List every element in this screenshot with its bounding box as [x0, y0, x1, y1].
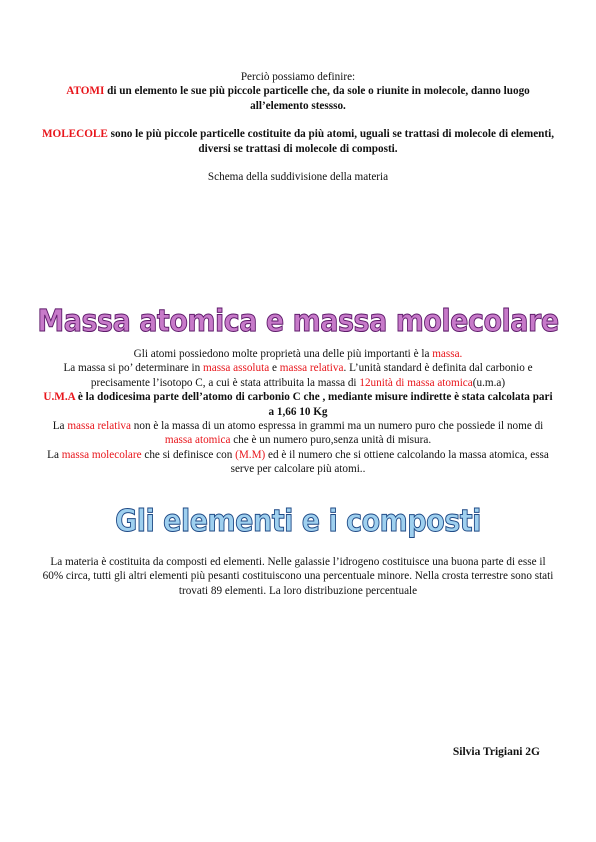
p3-text-b: non è la massa di un atomo espressa in grammi ma un numero puro che possiede il nome di [131, 420, 544, 433]
section2-body [40, 555, 556, 598]
author-signature: Silvia Trigiani 2G [452, 746, 540, 758]
p3-atomica: massa atomica [164, 434, 231, 447]
p4-mm: (M.M) [235, 448, 266, 461]
intro-definitions [40, 70, 556, 184]
p2-text-b: e [269, 362, 280, 375]
section2-paragraph: La materia è costituita da composti ed elementi. Nelle galassie l’idrogeno costituisce una buona parte di esse il 60% circa, tutti gli altri elementi più pesanti costituiscono una percentuale minore. Nella crosta terrestre sono stati trovati 89 elementi. La loro distribuzione percentuale [42, 556, 554, 597]
intro-heading: Perciò possiamo definire: [240, 71, 356, 83]
atomi-text: di un elemento le sue più piccole particelle che, da sole o riunite in molecole, danno luogo all’elemento stessso. [104, 85, 530, 112]
atomi-definition [40, 84, 556, 113]
uma-definition [40, 390, 556, 419]
atomi-term: ATOMI [66, 85, 105, 98]
uma-term: U.M.A [43, 391, 76, 404]
p2-text-a: La massa si po’ determinare in [63, 362, 204, 375]
section1-p3 [40, 419, 556, 448]
p2-uma: 12unità di massa atomica [359, 376, 473, 389]
p2-assoluta: massa assoluta [203, 362, 270, 375]
p3-text-a: La [52, 420, 68, 433]
molecole-definition [40, 127, 556, 156]
schema-caption: Schema della suddivisione della materia [207, 171, 389, 184]
p2-text-c: . L’unità standard è definita dal carbonio e precisamente l’isotopo C, a cui è stata attribuita la massa di [90, 362, 533, 389]
section1-p2 [40, 361, 556, 390]
section1-p1 [40, 347, 556, 361]
p3-text-c: che è un numero puro,senza unità di misura. [230, 434, 432, 447]
p4-text-b: che si definisce con [141, 448, 236, 461]
p3-relativa: massa relativa [67, 420, 131, 433]
section2-title: Gli elementi e i composti [115, 504, 481, 539]
section1-p4 [40, 448, 556, 477]
p1-text: Gli atomi possiedono molte proprietà una delle più importanti è la [133, 348, 433, 360]
uma-text: è la dodicesima parte dell’atomo di carbonio C che , mediante misure indirette è stata calcolata pari a 1,66 10 Kg [75, 391, 553, 418]
p4-molecolare: massa molecolare [61, 448, 142, 461]
molecole-text: sono le più piccole particelle costituite da più atomi, uguali se trattasi di molecole di elementi, diversi se trattasi di molecole di composti. [107, 128, 555, 155]
section1-body [40, 347, 556, 477]
p4-text-c: ed è il numero che si ottiene calcolando la massa atomica, essa serve per calcolare più atomi.. [230, 448, 549, 476]
p4-text-a: La [47, 448, 62, 461]
p2-text-d: (u.m.a) [472, 376, 506, 389]
molecole-term: MOLECOLE [41, 128, 108, 141]
p2-relativa: massa relativa [279, 362, 344, 375]
section1-title: Massa atomica e massa molecolare [37, 304, 559, 339]
p1-massa: massa. [432, 348, 463, 360]
